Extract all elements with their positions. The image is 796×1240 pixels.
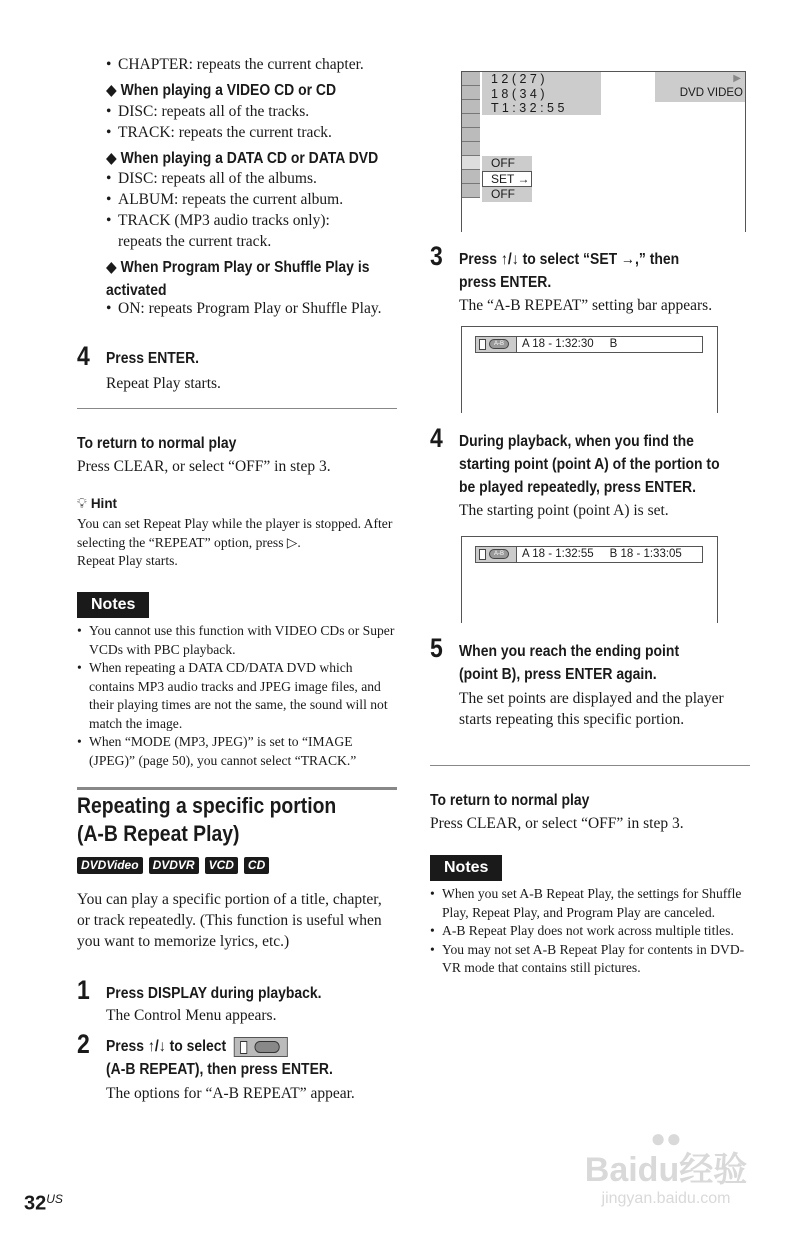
list-item: • When repeating a DATA CD/DATA DVD which contains MP3 audio tracks and JPEG image files, and their playing times are not the same, the sound will not match the image. (77, 659, 397, 733)
step-body: The options for “A-B REPEAT” appear. (106, 1085, 355, 1102)
ab-repeat-icon: A-B (476, 547, 517, 562)
section-rule (77, 787, 397, 790)
format-logos (77, 856, 275, 874)
step-body: The starting point (point A) is set. (459, 502, 669, 519)
list-item: • When you set A-B Repeat Play, the settings for Shuffle Play, Repeat Play, and Program Play are canceled. (430, 885, 750, 922)
step-title: Press ↑/↓ to select (106, 1035, 288, 1058)
ab-repeat-icon (234, 1037, 288, 1057)
chapter-bullet: • CHAPTER: repeats the current chapter. (106, 54, 406, 75)
step-title-cont: press ENTER. (459, 274, 552, 291)
step-title: Press ENTER. (106, 350, 200, 367)
watermark: ●● Baidu经验 jingyan.baidu.com (566, 1125, 766, 1209)
step-body: The set points are displayed and the player starts repeating this specific portion. (459, 690, 724, 728)
program-heading: ◆ When Program Play or Shuffle Play is activated (106, 259, 370, 299)
ab-repeat-value: A 18 - 1:32:55 B 18 - 1:33:05 (522, 548, 682, 560)
return-body: Press CLEAR, or select “OFF” in step 3. (430, 815, 684, 832)
data-cd-heading: ◆ When playing a DATA CD or DATA DVD (106, 150, 379, 167)
data-cd-list (106, 168, 368, 252)
options-list (482, 156, 532, 202)
step-number: 4 (77, 341, 90, 371)
step-body: Repeat Play starts. (106, 375, 221, 392)
step-body: The “A-B REPEAT” setting bar appears. (459, 297, 713, 314)
return-heading: To return to normal play (77, 435, 237, 452)
list-item: • ON: repeats Program Play or Shuffle Play. (106, 298, 391, 319)
list-item: • A-B Repeat Play does not work across multiple titles. (430, 922, 750, 941)
ab-repeat-bar (475, 336, 703, 353)
menu-icon-strip (462, 72, 480, 200)
section-title: Repeating a specific portion (A-B Repeat Play) (77, 793, 337, 846)
list-item: • ALBUM: repeats the current album. (106, 189, 368, 210)
lightbulb-icon: 💡︎ (77, 497, 87, 512)
play-icon: ▶ (733, 73, 741, 84)
option-off-2[interactable]: OFF (482, 187, 532, 202)
divider (430, 765, 750, 766)
step-body: The Control Menu appears. (106, 1007, 277, 1024)
step-title: During playback, when you find the (459, 433, 694, 450)
list-item: • When “MODE (MP3, JPEG)” is set to “IMAGE (JPEG)” (page 50), you cannot select “TRACK.” (77, 733, 397, 770)
ab-repeat-icon: A-B (476, 337, 517, 352)
video-cd-list (106, 101, 406, 143)
divider (77, 408, 397, 409)
notes-list (430, 885, 750, 978)
hint-text: You can set Repeat Play while the player is stopped. After selecting the “REPEAT” option, press ▷. Repeat Play starts. (77, 516, 393, 568)
return-body: Press CLEAR, or select “OFF” in step 3. (77, 458, 331, 475)
notes-badge: Notes (77, 592, 149, 618)
hint-label: Hint (90, 496, 118, 511)
paw-icon: ●● (650, 1123, 682, 1153)
step-number: 4 (430, 423, 443, 453)
playback-info: 1 2 ( 2 7 ) 1 8 ( 3 4 ) T 1 : 3 2 : 5 5 (482, 72, 601, 115)
ab-repeat-bar (475, 546, 703, 563)
program-list (106, 298, 391, 319)
notes-list (77, 622, 397, 770)
list-item: • You may not set A-B Repeat Play for contents in DVD-VR mode that contains still pictures. (430, 941, 750, 978)
step-title: Press ↑/↓ to select “SET →,” then (459, 251, 680, 268)
ab-repeat-screen (461, 326, 718, 413)
dvd-video-logo: DVDVideo (77, 857, 143, 874)
option-set[interactable]: SET → (482, 171, 532, 188)
list-item: • TRACK (MP3 audio tracks only): repeats the current track. (106, 210, 368, 252)
step-number: 2 (77, 1029, 90, 1059)
video-cd-heading: ◆ When playing a VIDEO CD or CD (106, 82, 337, 99)
vcd-logo: VCD (205, 857, 238, 874)
list-item: • TRACK: repeats the current track. (106, 122, 406, 143)
notes-badge: Notes (430, 855, 502, 881)
step-number: 3 (430, 241, 443, 271)
list-item: • DISC: repeats all of the albums. (106, 168, 368, 189)
control-menu-screen (461, 71, 746, 232)
return-heading: To return to normal play (430, 792, 590, 809)
list-item: • You cannot use this function with VIDEO CDs or Super VCDs with PBC playback. (77, 622, 397, 659)
cd-logo: CD (244, 857, 269, 874)
step-title-cont: (A-B REPEAT), then press ENTER. (106, 1061, 333, 1078)
step-title-cont: starting point (point A) of the portion to (459, 456, 720, 473)
dvd-vr-logo: DVDVR (149, 857, 199, 874)
option-off[interactable]: OFF (482, 156, 532, 171)
step-title-cont: (point B), press ENTER again. (459, 666, 657, 683)
step-title: Press DISPLAY during playback. (106, 985, 322, 1002)
section-intro: You can play a specific portion of a title, chapter, or track repeatedly. (This function is useful when you want to memorize lyrics, etc.) (77, 891, 382, 950)
mode-indicator: ▶ DVD VIDEO (655, 72, 745, 102)
hint-label-row (77, 495, 117, 513)
step-number: 5 (430, 633, 443, 663)
step-number: 1 (77, 975, 90, 1005)
ab-repeat-screen-set (461, 536, 718, 623)
step-title-cont: be played repeatedly, press ENTER. (459, 479, 696, 496)
step-title: When you reach the ending point (459, 643, 680, 660)
ab-repeat-value: A 18 - 1:32:30 B (522, 338, 618, 350)
list-item: • DISC: repeats all of the tracks. (106, 101, 406, 122)
page-number: $32^{US}$ (24, 1192, 63, 1215)
